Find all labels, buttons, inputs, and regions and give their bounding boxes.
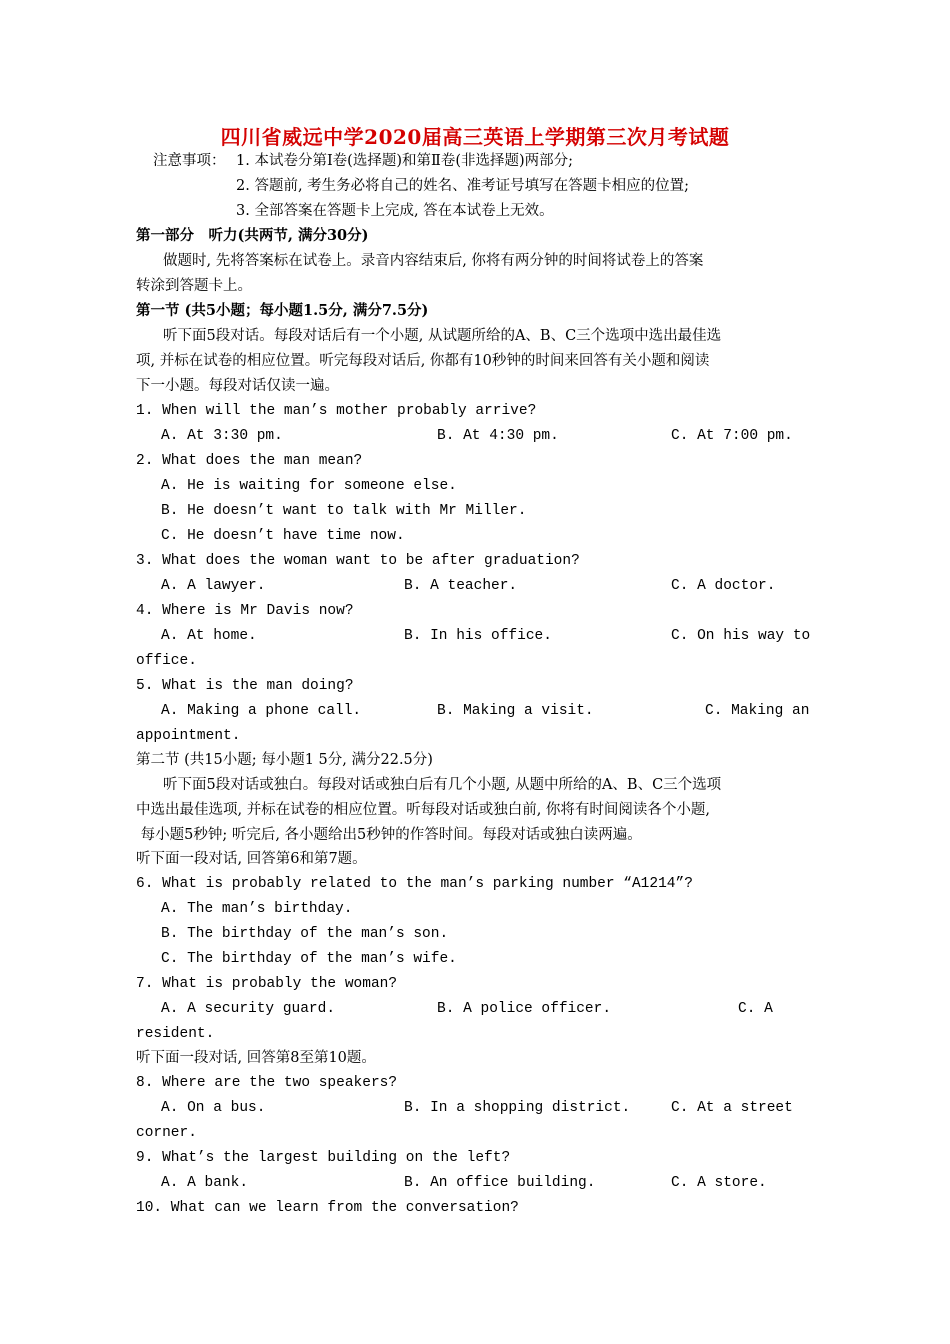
question-4-option-c-continued: office. — [136, 653, 197, 669]
section2-intro-line-2: 中选出最佳选项, 并标在试卷的相应位置。听每段对话或独白前, 你将有时间阅读各个小题, — [136, 802, 711, 818]
section1-intro-line-3: 下一小题。每段对话仅读一遍。 — [136, 378, 339, 394]
question-4-option-c: C. On his way to — [671, 628, 811, 644]
part1-intro-line-1: 做题时, 先将答案标在试卷上。录音内容结束后, 你将有两分钟的时间将试卷上的答案 — [163, 253, 704, 269]
question-2-option-c: C. He doesn’t have time now. — [161, 528, 405, 544]
notice-item-2: 2. 答题前, 考生务必将自己的姓名、准考证号填写在答题卡相应的位置; — [236, 178, 690, 194]
question-1-option-b: B. At 4:30 pm. — [437, 428, 559, 444]
question-3-option-c: C. A doctor. — [671, 578, 776, 594]
question-8-stem: 8. Where are the two speakers? — [136, 1075, 398, 1091]
question-2-option-a: A. He is waiting for someone else. — [161, 478, 457, 494]
question-5-option-c: C. Making an — [705, 703, 810, 719]
question-7-option-c: C. A — [738, 1001, 773, 1017]
question-9-option-b: B. An office building. — [404, 1175, 596, 1191]
question-7-stem: 7. What is probably the woman? — [136, 976, 398, 992]
section2-intro-line-3: 每小题5秒钟; 听完后, 各小题给出5秒钟的作答时间。每段对话或独白读两遍。 — [136, 827, 642, 843]
question-8-option-c-continued: corner. — [136, 1125, 197, 1141]
question-9-stem: 9. What’s the largest building on the left? — [136, 1150, 511, 1166]
question-6-option-c: C. The birthday of the man’s wife. — [161, 951, 457, 967]
question-2-stem: 2. What does the man mean? — [136, 453, 363, 469]
question-3-option-b: B. A teacher. — [404, 578, 518, 594]
question-8-option-a: A. On a bus. — [161, 1100, 266, 1116]
part1-heading: 第一部分 听力(共两节, 满分30分) — [136, 227, 369, 244]
question-5-stem: 5. What is the man doing? — [136, 678, 354, 694]
question-4-option-b: B. In his office. — [404, 628, 552, 644]
question-1-option-a: A. At 3:30 pm. — [161, 428, 283, 444]
question-8-option-c: C. At a street — [671, 1100, 793, 1116]
exam-title: 四川省威远中学2020届高三英语上学期第三次月考试题 — [220, 125, 730, 149]
question-5-option-b: B. Making a visit. — [437, 703, 594, 719]
question-10-stem: 10. What can we learn from the conversation? — [136, 1200, 519, 1216]
question-1-stem: 1. When will the man’s mother probably arrive? — [136, 403, 537, 419]
question-5-option-a: A. Making a phone call. — [161, 703, 362, 719]
question-4-stem: 4. Where is Mr Davis now? — [136, 603, 354, 619]
notice-item-3: 3. 全部答案在答题卡上完成, 答在本试卷上无效。 — [236, 203, 554, 219]
section1-intro-line-1: 听下面5段对话。每段对话后有一个小题, 从试题所给的A、B、C三个选项中选出最佳选 — [163, 328, 722, 344]
section2-intro-line-1: 听下面5段对话或独白。每段对话或独白后有几个小题, 从题中所给的A、B、C三个选项 — [163, 777, 722, 793]
part1-intro-line-2: 转涂到答题卡上。 — [136, 278, 252, 294]
question-7-option-b: B. A police officer. — [437, 1001, 612, 1017]
question-7-option-a: A. A security guard. — [161, 1001, 336, 1017]
question-4-option-a: A. At home. — [161, 628, 257, 644]
question-1-option-c: C. At 7:00 pm. — [671, 428, 793, 444]
question-6-stem: 6. What is probably related to the man’s parking number “A1214”? — [136, 876, 693, 892]
section1-heading: 第一节 (共5小题；每小题1.5分, 满分7.5分) — [136, 302, 429, 319]
question-7-option-c-continued: resident. — [136, 1026, 215, 1042]
notice-item-1: 1. 本试卷分第Ⅰ卷(选择题)和第Ⅱ卷(非选择题)两部分; — [236, 153, 574, 169]
question-9-option-a: A. A bank. — [161, 1175, 249, 1191]
question-6-option-b: B. The birthday of the man’s son. — [161, 926, 449, 942]
group-instruction-1: 听下面一段对话, 回答第6和第7题。 — [136, 851, 367, 867]
section1-intro-line-2: 项, 并标在试卷的相应位置。听完每段对话后, 你都有10秒钟的时间来回答有关小题和阅读 — [136, 353, 710, 369]
question-3-option-a: A. A lawyer. — [161, 578, 266, 594]
question-2-option-b: B. He doesn’t want to talk with Mr Miller. — [161, 503, 527, 519]
question-9-option-c: C. A store. — [671, 1175, 767, 1191]
question-8-option-b: B. In a shopping district. — [404, 1100, 631, 1116]
question-6-option-a: A. The man’s birthday. — [161, 901, 353, 917]
question-3-stem: 3. What does the woman want to be after graduation? — [136, 553, 580, 569]
section2-heading: 第二节 (共15小题; 每小题1 5分, 满分22.5分) — [136, 752, 433, 768]
question-5-option-c-continued: appointment. — [136, 728, 241, 744]
notice-label: 注意事项： — [153, 153, 226, 169]
group-instruction-2: 听下面一段对话, 回答第8至第10题。 — [136, 1050, 376, 1066]
